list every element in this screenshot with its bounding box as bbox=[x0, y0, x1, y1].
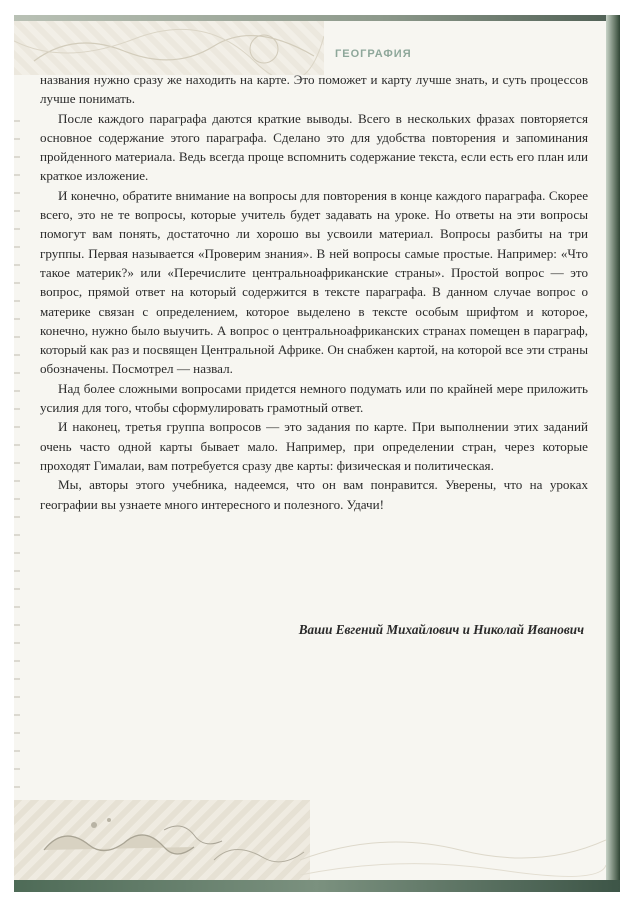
bottom-page-edge bbox=[14, 880, 620, 892]
authors-signature: Ваши Евгений Михайлович и Николай Иванович bbox=[298, 622, 584, 637]
paragraph-3: И конечно, обратите внимание на вопросы для повторения в конце каждого параграфа. Скорее всего, это не те вопросы, которые учитель будет задавать на уроке. Но ответы на эти вопросы помогут вам понять, достаточно ли хорошо вы усвоили материал. Вопросы разбиты на три группы. Первая называется «Проверим знания». В ней вопросы самые простые. Например: «Что такое материк?» или «Перечислите центральноафриканские страны». Простой вопрос — это вопрос, прямой ответ на который содержится в тексте параграфа. В данном случае вопрос о материке связан с определением, которое выделено в тексте особым шрифтом и которое, конечно, нужно было выучить. А вопрос о центральноафриканских странах помещен в параграф, который как раз и посвящен Центральной Африке. Он снабжен картой, на которой все эти страны обозначены. Посмотрел — назвал. bbox=[40, 187, 588, 377]
body-text bbox=[40, 70, 588, 514]
paragraph-5: И наконец, третья группа вопросов — это задания по карте. При выполнении этих заданий очень часто одной карты бывает мало. Например, при определении стран, через которые проходят Гималаи, вам потребуется сразу две карты: физическая и политическая. bbox=[40, 419, 588, 473]
paragraph-2: После каждого параграфа даются краткие выводы. Всего в нескольких фразах повторяется основное содержание этого параграфа. Сделано это для удобства повторения и запоминания пройденного материала. Ведь всегда проще вспомнить содержание текста, если есть его план или краткое изложение. bbox=[40, 110, 588, 184]
world-map-ornament-icon bbox=[14, 21, 324, 75]
page-header-title: ГЕОГРАФИЯ bbox=[335, 48, 412, 60]
paragraph-1: названия нужно сразу же находить на карте. Это поможет и карту лучше знать, и суть процессов лучше понимать. bbox=[40, 72, 588, 107]
paragraph-4: Над более сложными вопросами придется немного подумать или по крайней мере приложить усилия для того, чтобы сформулировать грамотный ответ. bbox=[40, 380, 588, 416]
margin-ornament bbox=[14, 120, 20, 800]
book-cover-edge bbox=[606, 15, 620, 885]
bottom-ornament-lines bbox=[300, 820, 606, 880]
island-map-ornament-icon bbox=[14, 800, 310, 880]
paragraph-6: Мы, авторы этого учебника, надеемся, что он вам понравится. Уверены, что на уроках географии вы узнаете много интересного и полезного. Удачи! bbox=[40, 477, 588, 512]
